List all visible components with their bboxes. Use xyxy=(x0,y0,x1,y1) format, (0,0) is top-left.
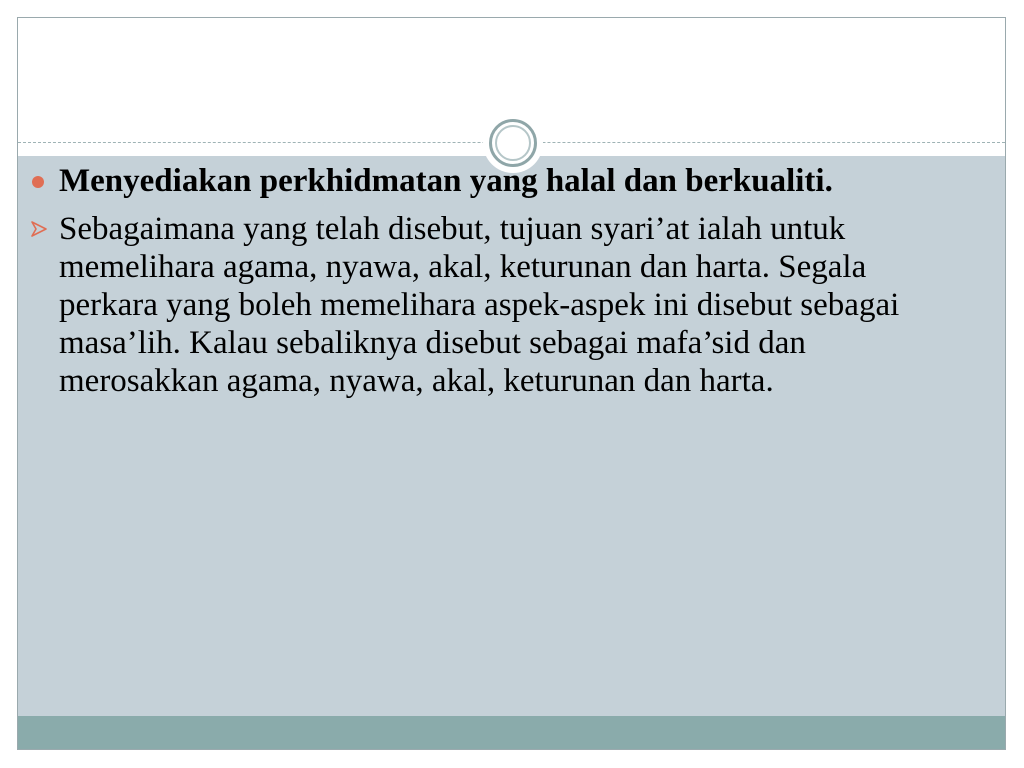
footer-band xyxy=(18,716,1005,750)
bullet-list xyxy=(30,162,970,400)
bullet-item-2 xyxy=(30,210,970,400)
bullet-item-1 xyxy=(30,162,970,200)
arrow-bullet-icon xyxy=(30,220,48,238)
ornament-ring xyxy=(489,119,537,167)
ornament-inner-ring xyxy=(495,125,531,161)
bullet-text-2: Sebagaimana yang telah disebut, tujuan syari’at ialah untuk memelihara agama, nyawa, akal, keturunan dan harta. Segala perkara yang boleh memelihara aspek-aspek ini disebut sebagai masa’lih. Kalau sebaliknya disebut sebagai mafa’sid dan merosakkan agama, nyawa, akal, keturunan dan harta. xyxy=(59,211,900,399)
bullet-text-1: Menyediakan perkhidmatan yang halal dan berkualiti. xyxy=(59,163,833,199)
round-bullet-icon xyxy=(32,176,44,188)
